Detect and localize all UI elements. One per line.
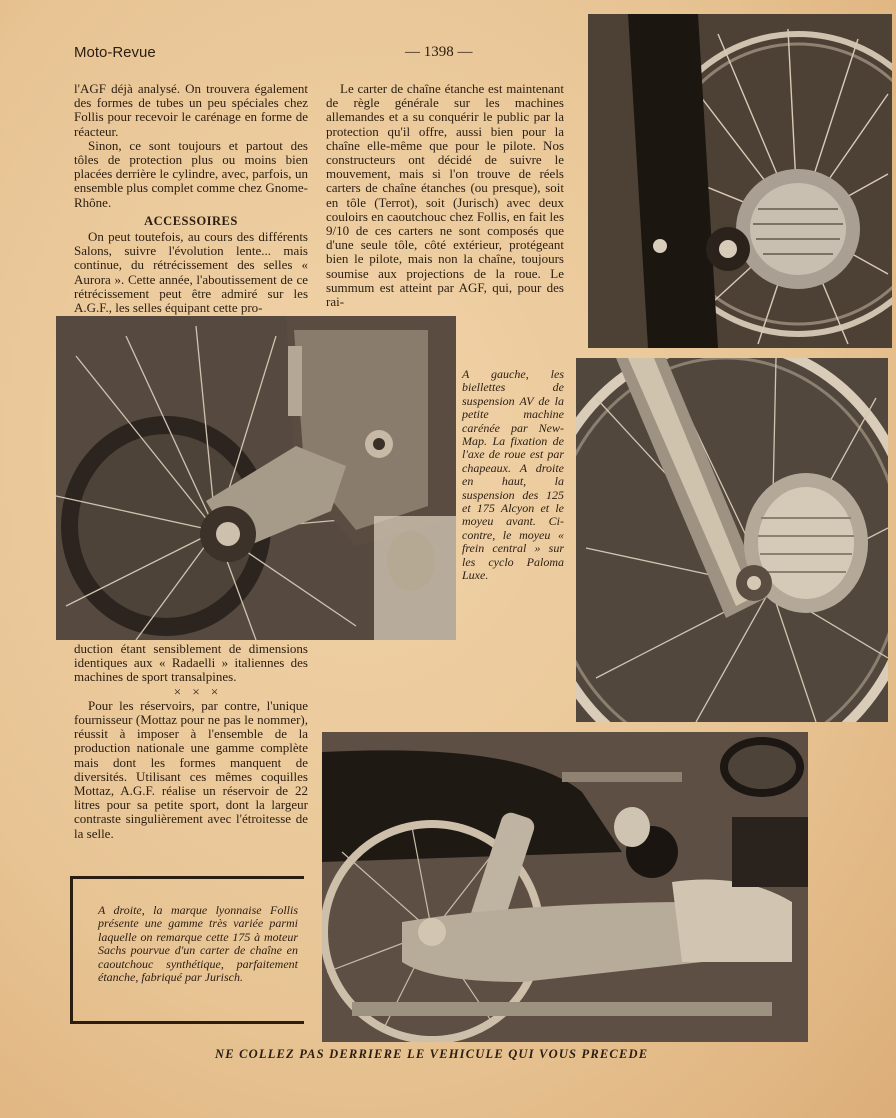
left-para-5: Pour les réservoirs, par contre, l'unique fournisseur (Mottaz pour ne pas le nommer), réussit à imposer à l'ensemble de la production nationale une gamme complète mais dont les formes manquent de diversités. Utilisant ces mêmes coquilles Mottaz, A.G.F. réalise un réservoir de 22 litres pour sa petite sport, dont la largeur contraste singulièrement avec l'étroitesse de la selle. — [74, 697, 308, 841]
section-separator: × × × — [173, 683, 223, 699]
footer-slogan: NE COLLEZ PAS DERRIERE LE VEHICULE QUI VOUS PRECEDE — [215, 1047, 649, 1061]
page-number: — 1398 — — [405, 44, 473, 60]
left-column-bottom — [74, 642, 308, 841]
photo-paloma-hub — [576, 358, 888, 722]
left-para-3: On peut toutefois, au cours des différents Salons, suivre l'évolution lente... mais continue, du rétrécissement des selles « Aurora ». Cette année, l'aboutissement de ce rétrécissement peut être admiré sur les A.G.F., les selles équipant cette pro- — [74, 229, 308, 316]
section-heading: ACCESSOIRES — [144, 213, 238, 228]
left-para-1: l'AGF déjà analysé. On trouvera également des formes de tubes un peu spéciales chez Follis pour recevoir le carénage en forme de réacteur. — [74, 81, 308, 139]
caption-suspension: A gauche, les biellettes de suspension AV de la petite machine carénée par New-Map. La fixation de l'axe de roue est par chapeaux. A droite en haut, la suspension des 125 et 175 Alcyon et le moyeu avant. Ci-contre, le moyeu « frein central » sur les cyclo Paloma Luxe. — [462, 367, 564, 583]
photo-new-map-suspension — [56, 316, 456, 640]
photo-follis-175 — [322, 732, 808, 1042]
middle-para-1: Le carter de chaîne étanche est maintenant de règle générale sur les machines allemandes et a su conquérir le public par la protection qu'il offre, aussi bien pour la chaîne elle-même que pour le pilote. Nos constructeurs ont décidé de suivre le mouvement, mais si l'on trouve de réels carters de chaîne étanches (ou presque), soit en tôle (Terrot), soit (Jurisch) avec deux couloirs en caoutchouc chez Follis, en fait les 9/10 de ces carters ne sont composés que d'une seule tôle, côté extérieur, protégeant bien le pilote, mais non la chaîne, toujours soumise aux projections de la roue. Le summum est atteint par AGF, qui, pour des rai- — [326, 81, 564, 310]
caption-follis: A droite, la marque lyonnaise Follis présente une gamme très variée parmi laquelle on remarque cette 175 à moteur Sachs pourvue d'un carter de chaîne en caoutchouc synthétique, parfaitement étanche, fabriqué par Jurisch. — [98, 903, 298, 985]
left-column-top — [74, 82, 308, 315]
middle-column — [326, 82, 564, 309]
magazine-title: Moto-Revue — [74, 44, 156, 61]
left-para-2: Sinon, ce sont toujours et partout des tôles de protection plus ou moins bien placées derrière le cylindre, avec, parfois, un ensemble plus complet comme chez Gnome-Rhône. — [74, 137, 308, 210]
left-para-4: duction étant sensiblement de dimensions identiques aux « Radaelli » italiennes des machines de sport transalpines. — [74, 641, 308, 685]
photo-alcyon-front-hub — [588, 14, 892, 348]
